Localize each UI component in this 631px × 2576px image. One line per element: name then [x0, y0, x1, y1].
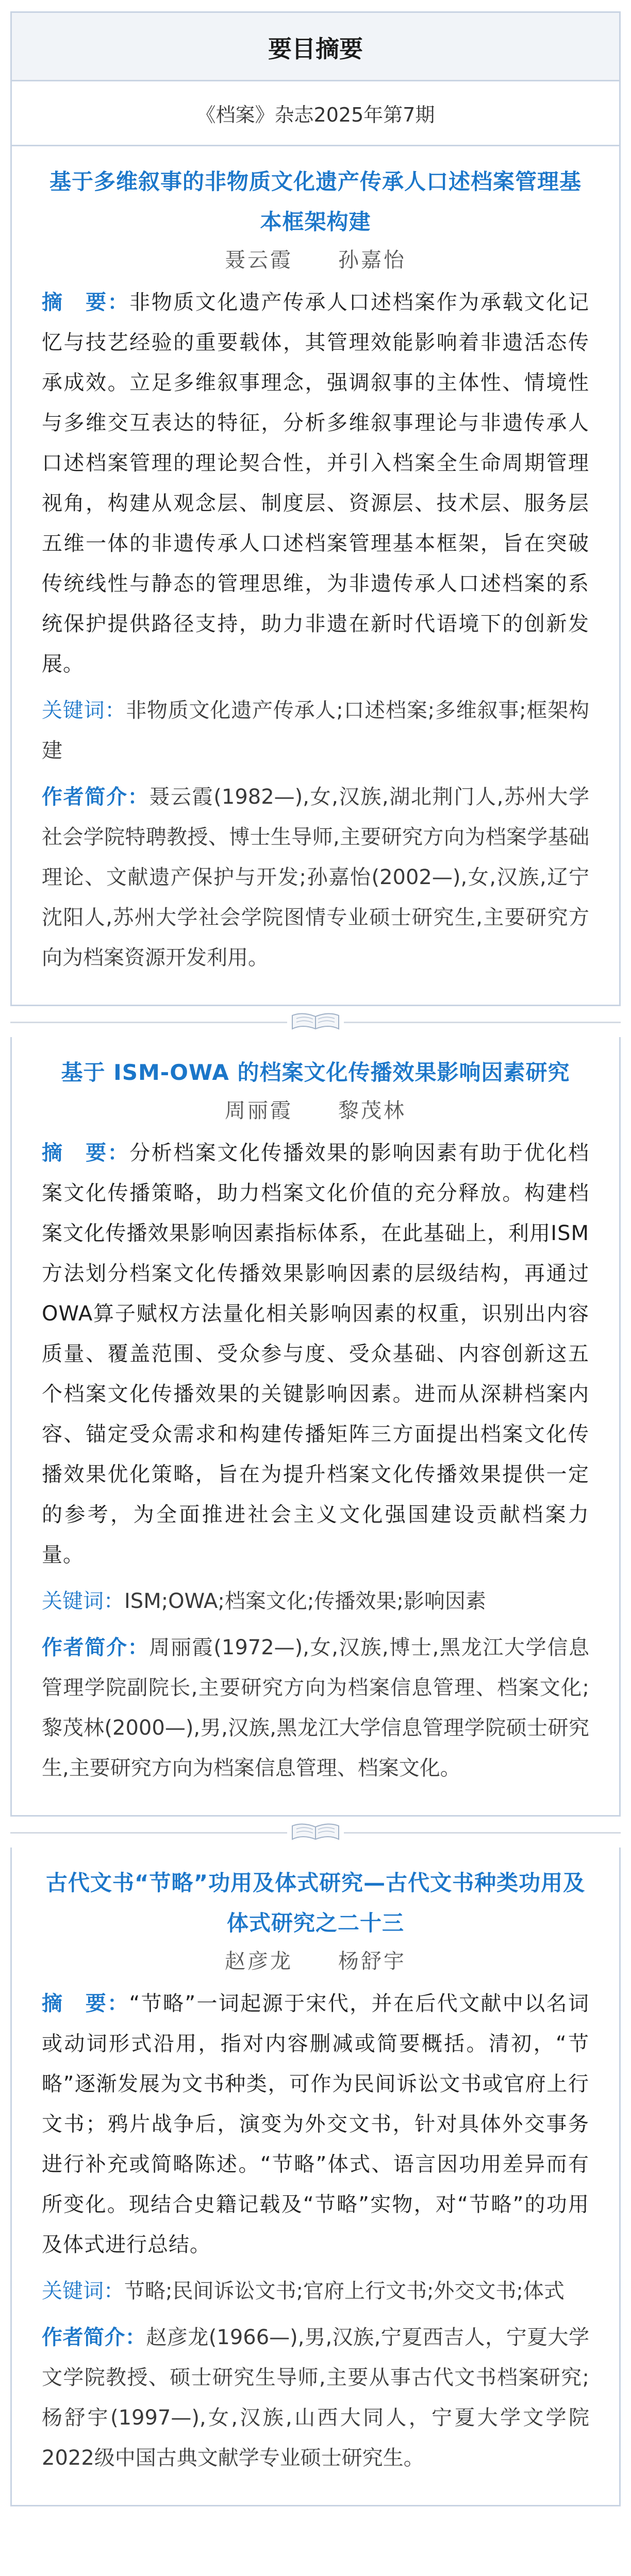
page-title: 要目摘要 [12, 13, 619, 81]
abstract-label: 摘 要： [42, 1141, 130, 1165]
keywords-label: 关键词： [42, 1589, 124, 1613]
article-author-bio [42, 2317, 589, 2478]
bio-text: 周丽霞(1972—),女,汉族,博士,黑龙江大学信息管理学院副院长,主要研究方向为档案信息管理、档案文化;黎茂林(2000—),男,汉族,黑龙江大学信息管理学院硕士研究生,主要研究方向为档案信息管理、档案文化。 [42, 1636, 590, 1780]
article-authors: 赵彦龙 杨舒宇 [225, 1950, 406, 1973]
bio-label: 作者简介： [42, 1636, 150, 1659]
open-book-icon [287, 1819, 344, 1845]
keywords-text: ISM;OWA;档案文化;传播效果;影响因素 [124, 1589, 486, 1613]
article-1 [10, 146, 621, 1006]
abstract-label: 摘 要： [42, 1992, 129, 2015]
bio-label: 作者简介： [42, 2326, 146, 2349]
article-authors: 聂云霞 孙嘉怡 [225, 248, 406, 272]
article-abstract [42, 1984, 589, 2265]
abstract-label: 摘 要： [42, 291, 130, 314]
section-divider [10, 1817, 621, 1848]
bio-text: 聂云霞(1982—),女,汉族,湖北荆门人,苏州大学社会学院特聘教授、博士生导师,主要研究方向为档案学基础理论、文献遗产保护与开发;孙嘉怡(2002—),女,汉族,辽宁沈阳人,苏州大学社会学院图情专业硕士研究生,主要研究方向为档案资源开发利用。 [42, 785, 590, 970]
abstract-text: “节略”一词起源于宋代，并在后代文献中以名词或动词形式沿用，指对内容删减或简要概括。清初，“节略”逐渐发展为文书种类，可作为民间诉讼文书或官府上行文书；鸦片战争后，演变为外交文书，针对具体外交事务进行补充或简略陈述。“节略”体式、语言因功用差异而有所变化。现结合史籍记载及“节略”实物，对“节略”的功用及体式进行总结。 [42, 1992, 589, 2257]
open-book-icon [287, 1008, 344, 1035]
keywords-label: 关键词： [42, 699, 126, 722]
article-3 [10, 1848, 621, 2506]
keywords-text: 非物质文化遗产传承人;口述档案;多维叙事;框架构建 [42, 699, 590, 762]
article-author-bio [42, 1628, 589, 1788]
keywords-label: 关键词： [42, 2279, 124, 2303]
keywords-text: 节略;民间诉讼文书;官府上行文书;外交文书;体式 [124, 2279, 564, 2303]
article-abstract [42, 282, 589, 684]
abstract-text: 分析档案文化传播效果的影响因素有助于优化档案文化传播策略，助力档案文化价值的充分释放。构建档案文化传播效果影响因素指标体系，在此基础上，利用ISM方法划分档案文化传播效果影响因素的层级结构，再通过OWA算子赋权方法量化相关影响因素的权重，识别出内容质量、覆盖范围、受众参与度、受众基础、内容创新这五个档案文化传播效果的关键影响因素。进而从深耕档案内容、锚定受众需求和构建传播矩阵三方面提出档案文化传播效果优化策略，旨在为提升档案文化传播效果提供一定的参考，为全面推进社会主义文化强国建设贡献档案力量。 [42, 1141, 590, 1567]
article-keywords [42, 2271, 589, 2311]
article-authors: 周丽霞 黎茂林 [225, 1099, 406, 1123]
page [0, 11, 631, 2576]
issue-subtitle: 《档案》杂志2025年第7期 [12, 81, 619, 145]
bio-text: 赵彦龙(1966—),男,汉族,宁夏西吉人，宁夏大学文学院教授、硕士研究生导师,主要从事古代文书档案研究;杨舒宇(1997—),女,汉族,山西大同人，宁夏大学文学院2022级中国古典文献学专业硕士研究生。 [42, 2326, 589, 2470]
article-title[interactable]: 基于多维叙事的非物质文化遗产传承人口述档案管理基本框架构建 [49, 169, 582, 234]
header-box [10, 11, 621, 146]
abstract-text: 非物质文化遗产传承人口述档案作为承载文化记忆与技艺经验的重要载体，其管理效能影响着非遗活态传承成效。立足多维叙事理念，强调叙事的主体性、情境性与多维交互表达的特征，分析多维叙事理论与非遗传承人口述档案管理的理论契合性，并引入档案全生命周期管理视角，构建从观念层、制度层、资源层、技术层、服务层五维一体的非遗传承人口述档案管理基本框架，旨在突破传统线性与静态的管理思维，为非遗传承人口述档案的系统保护提供路径支持，助力非遗在新时代语境下的创新发展。 [42, 291, 590, 676]
article-2 [10, 1037, 621, 1817]
bio-label: 作者简介： [42, 785, 150, 809]
section-divider [10, 1006, 621, 1037]
article-keywords [42, 1581, 589, 1621]
article-title[interactable]: 基于 ISM-OWA 的档案文化传播效果影响因素研究 [61, 1060, 570, 1085]
article-title[interactable]: 古代文书“节略”功用及体式研究—古代文书种类功用及体式研究之二十三 [45, 1870, 586, 1936]
article-author-bio [42, 777, 589, 978]
article-abstract [42, 1133, 589, 1575]
article-keywords [42, 690, 589, 771]
